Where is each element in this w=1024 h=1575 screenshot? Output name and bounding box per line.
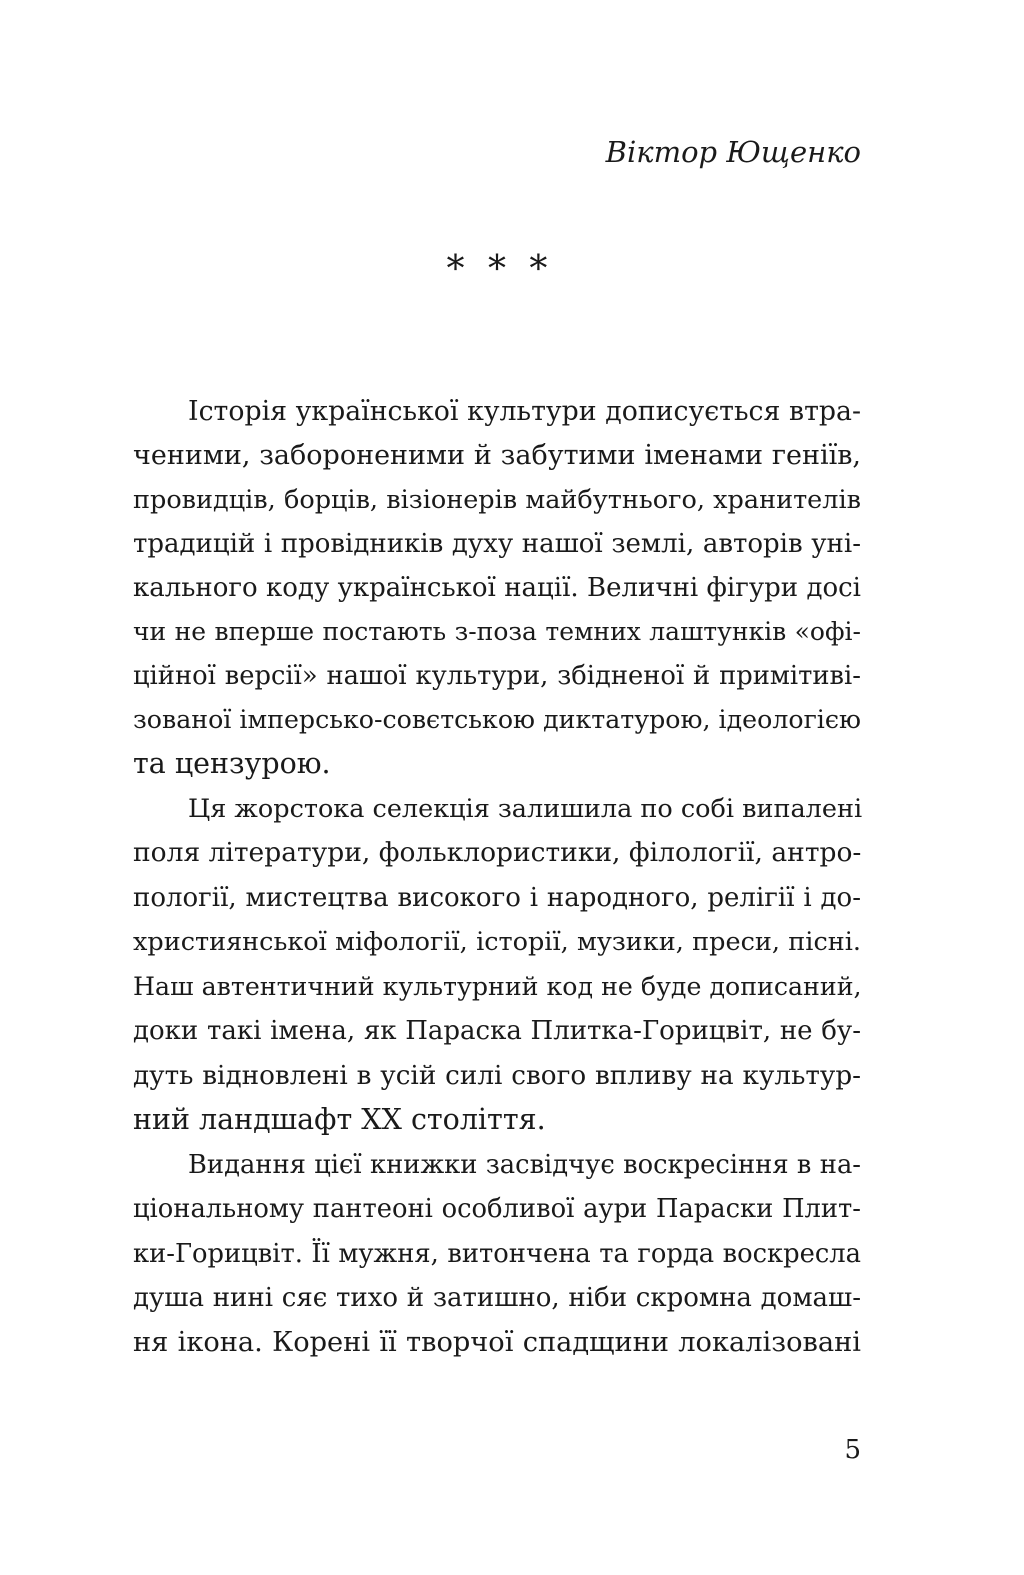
text-line: провидців, борців, візіонерів майбутнього, хранителів: [133, 485, 861, 515]
text-line: пології, мистецтва високого і народного, релігії і до-: [133, 883, 861, 913]
text-line: ченими, забороненими й забутими іменами геніїв,: [133, 440, 861, 471]
text-line: зованої імперсько-совєтською диктатурою, ідеологією: [133, 705, 861, 734]
text-line: Видання цієї книжки засвідчує воскресіння в на-: [188, 1150, 861, 1180]
text-line: душа нині сяє тихо й затишно, ніби скромна домаш-: [133, 1283, 861, 1313]
text-line: ний ландшафт XX століття.: [133, 1103, 546, 1136]
text-line: кального коду української нації. Величні фігури досі: [133, 573, 861, 603]
text-line: дуть відновлені в усій силі свого впливу на культур-: [133, 1061, 861, 1091]
text-line: доки такі імена, як Параска Плитка-Горицвіт, не бу-: [133, 1016, 861, 1046]
section-separator: * * *: [446, 249, 554, 290]
text-line: ки-Горицвіт. Її мужня, витончена та горда воскресла: [133, 1239, 861, 1269]
text-line: Ця жорстока селекція залишила по собі випалені: [188, 794, 863, 824]
text-line: ціональному пантеоні особливої аури Параски Плит-: [133, 1194, 861, 1224]
text-line: християнської міфології, історії, музики, преси, пісні.: [133, 927, 861, 957]
text-line: та цензурою.: [133, 747, 331, 780]
text-line: чи не вперше постають з-поза темних лаштунків «офі-: [133, 617, 861, 646]
text-line: Наш автентичний культурний код не буде дописаний,: [133, 972, 862, 1001]
text-line: Історія української культури дописується втра-: [188, 396, 861, 427]
text-line: традицій і провідників духу нашої землі, авторів уні-: [133, 529, 861, 559]
page-number: 5: [844, 1435, 861, 1465]
author-signature: Віктор Ющенко: [605, 135, 861, 169]
text-line: ційної версії» нашої культури, збідненої й примітиві-: [133, 661, 861, 691]
text-line: поля літератури, фольклористики, філології, антро-: [133, 837, 862, 868]
text-line: ня ікона. Корені її творчої спадщини локалізовані: [133, 1327, 861, 1358]
